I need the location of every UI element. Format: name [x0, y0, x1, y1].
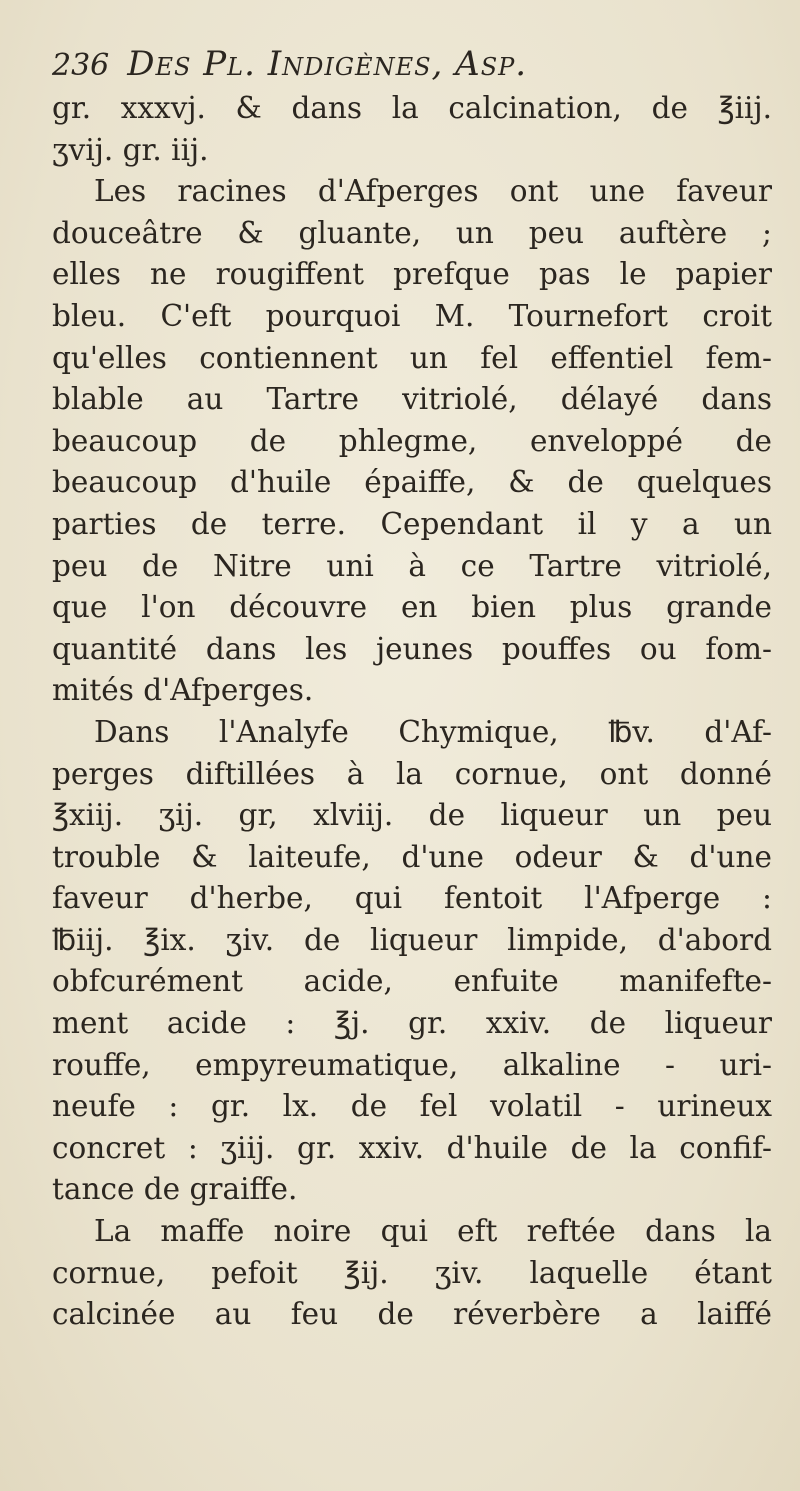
text-line: calcinée au feu de réverbère a laiffé	[52, 1297, 772, 1332]
paragraph	[52, 88, 772, 171]
text-line: gr. xxxvj. & dans la calcination, de ℥iij.	[52, 91, 772, 125]
paragraph	[52, 1211, 772, 1336]
paragraph	[52, 171, 772, 712]
text-line: tance de graiffe.	[52, 1172, 298, 1207]
text-line: perges diftillées à la cornue, ont donné	[52, 756, 772, 791]
text-line: beaucoup d'huile épaiffe, & de quelques	[52, 465, 772, 500]
text-line: qu'elles contiennent un fel effentiel fem-	[52, 340, 772, 375]
text-line: douceâtre & gluante, un peu auftère ;	[52, 215, 772, 250]
book-page	[52, 44, 772, 1444]
page-header	[52, 44, 772, 86]
text-line: beaucoup de phlegme, enveloppé de	[52, 423, 772, 458]
text-line: ℥xiij. ʒij. gr, xlviij. de liqueur un peu	[52, 798, 772, 833]
text-line: mités d'Afperges.	[52, 673, 314, 708]
text-line: La maffe noire qui eft reftée dans la	[94, 1214, 772, 1249]
text-line: concret : ʒiij. gr. xxiv. d'huile de la confif-	[52, 1130, 772, 1165]
text-line: faveur d'herbe, qui fentoit l'Afperge :	[52, 881, 772, 916]
text-line: ʒvij. gr. iij.	[52, 132, 209, 167]
text-line: Les racines d'Afperges ont une faveur	[94, 174, 772, 209]
text-line: trouble & laiteufe, d'une odeur & d'une	[52, 839, 772, 874]
paragraph	[52, 712, 772, 1211]
text-line: quantité dans les jeunes pouffes ou fom-	[52, 631, 772, 666]
text-line: peu de Nitre uni à ce Tartre vitriolé,	[52, 548, 772, 583]
text-line: cornue, pefoit ℥ij. ʒiv. laquelle étant	[52, 1255, 772, 1290]
text-line: que l'on découvre en bien plus grande	[52, 590, 772, 625]
text-line: parties de terre. Cependant il y a un	[52, 506, 772, 541]
page-number: 236	[52, 48, 110, 83]
text-line: blable au Tartre vitriolé, délayé dans	[52, 382, 772, 417]
body-text	[52, 88, 772, 1336]
text-line: ℔iij. ℥ix. ʒiv. de liqueur limpide, d'abord	[52, 922, 772, 957]
text-line: bleu. C'eft pourquoi M. Tournefort croit	[52, 298, 772, 333]
running-head: Des Pl. Indigènes, Asp.	[127, 44, 528, 84]
text-line: ment acide : ℥j. gr. xxiv. de liqueur	[52, 1006, 772, 1041]
text-line: neufe : gr. lx. de fel volatil - urineux	[52, 1089, 772, 1124]
text-line: obfcurément acide, enfuite manifefte-	[52, 964, 772, 999]
text-line: Dans l'Analyfe Chymique, ℔v. d'Af-	[94, 714, 772, 749]
text-line: rouffe, empyreumatique, alkaline - uri-	[52, 1047, 772, 1082]
text-line: elles ne rougiffent prefque pas le papier	[52, 257, 772, 292]
